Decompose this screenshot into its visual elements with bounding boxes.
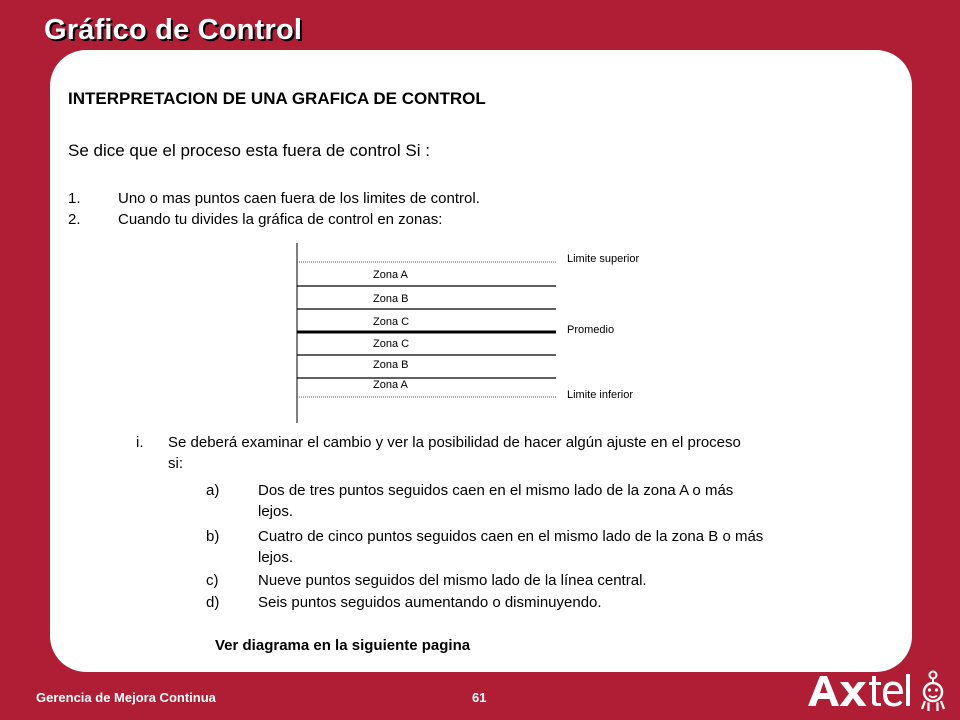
page-number: 61 [472, 690, 487, 705]
zone-label: Zona C [373, 338, 410, 350]
see-next-page-note: Ver diagrama en la siguiente pagina [215, 637, 471, 654]
sub-point-number: i. [136, 434, 144, 451]
rule-line: Cuatro de cinco puntos seguidos caen en el mismo lado de la zona B o más [258, 528, 764, 545]
rule-a-text [258, 480, 898, 522]
center-line-label: Promedio [567, 324, 615, 336]
upper-limit-label: Limite superior [567, 253, 640, 265]
sub-point-text [168, 432, 888, 474]
lower-limit-label: Limite inferior [567, 389, 634, 401]
zone-label: Zona B [373, 293, 409, 305]
zone-label: Zona B [373, 359, 409, 371]
rule-b-text [258, 526, 898, 568]
rule-d-text: Seis puntos seguidos aumentando o disminuyendo. [258, 594, 602, 611]
zone-label: Zona C [373, 316, 410, 328]
axtel-logo [790, 662, 950, 716]
criterion-number: 2. [68, 211, 81, 228]
sub-point-line: si: [168, 455, 183, 472]
sub-point-line: Se deberá examinar el cambio y ver la posibilidad de hacer algún ajuste en el proceso [168, 434, 741, 451]
rule-a-mark: a) [206, 482, 220, 499]
rule-c-text: Nueve puntos seguidos del mismo lado de la línea central. [258, 572, 647, 589]
rule-b-mark: b) [206, 528, 220, 545]
rule-line: Dos de tres puntos seguidos caen en el mismo lado de la zona A o más [258, 482, 734, 499]
section-heading: INTERPRETACION DE UNA GRAFICA DE CONTROL [68, 89, 486, 108]
zone-label: Zona A [373, 269, 408, 281]
intro-text: Se dice que el proceso esta fuera de control Si : [68, 141, 430, 160]
rule-c-mark: c) [206, 572, 219, 589]
rule-d-mark: d) [206, 594, 220, 611]
zone-label: Zona A [373, 379, 408, 391]
criterion-number: 1. [68, 190, 81, 207]
rule-line: lejos. [258, 549, 294, 566]
slide-title: Gráfico de Control [44, 14, 303, 46]
criterion-text: Uno o mas puntos caen fuera de los limites de control. [118, 190, 480, 207]
rule-line: lejos. [258, 503, 294, 520]
criterion-text: Cuando tu divides la gráfica de control en zonas: [118, 211, 443, 228]
footer-department: Gerencia de Mejora Continua [36, 690, 216, 705]
